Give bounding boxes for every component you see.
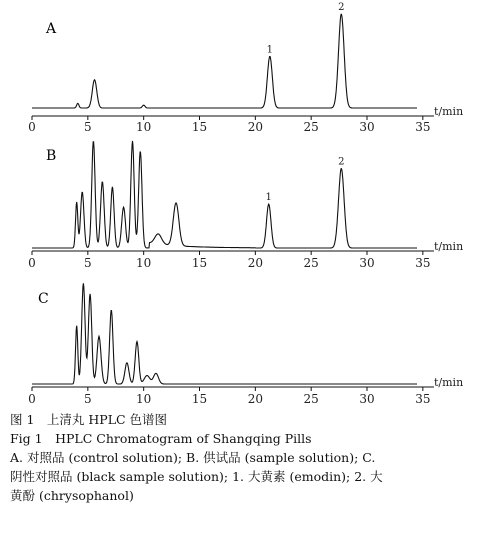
x-tick-label: 10 (136, 256, 152, 270)
panel-b-x-axis-label: t/min (434, 240, 464, 253)
caption-legend-line-3: 黄酚 (chrysophanol) (10, 488, 134, 503)
caption-chinese-title: 图 1 上清丸 HPLC 色谱图 (10, 412, 168, 427)
panel-a-ticks (28, 116, 430, 134)
panel-b-label: B (46, 148, 57, 164)
x-tick-label: 15 (191, 392, 208, 405)
chromatogram-panel-a (28, 2, 463, 134)
panel-a-x-axis-label: t/min (434, 105, 464, 118)
panel-c-trace (32, 283, 417, 384)
figure-caption (10, 410, 480, 505)
peak-label: 2 (338, 2, 345, 13)
panel-a-label: A (46, 21, 57, 37)
peak-label: 1 (265, 192, 272, 204)
x-tick-label: 10 (136, 392, 152, 405)
x-tick-label: 35 (415, 256, 431, 270)
x-tick-label: 30 (359, 256, 375, 270)
x-tick-label: 5 (84, 256, 92, 270)
x-tick-label: 25 (303, 120, 319, 134)
x-tick-label: 0 (28, 256, 36, 270)
x-tick-label: 5 (84, 392, 92, 405)
x-tick-label: 30 (359, 120, 375, 134)
x-tick-label: 25 (303, 392, 319, 405)
x-tick-label: 15 (191, 120, 208, 134)
x-tick-label: 15 (191, 256, 208, 270)
x-tick-label: 5 (84, 120, 92, 134)
x-tick-label: 0 (28, 392, 36, 405)
panel-c-label: C (38, 291, 49, 307)
peak-label: 1 (266, 44, 274, 56)
x-tick-label: 20 (247, 256, 263, 270)
panel-b-peak-labels (266, 156, 345, 203)
panel-b-ticks (28, 251, 430, 270)
x-tick-label: 25 (303, 256, 319, 270)
x-tick-label: 35 (415, 120, 431, 134)
panel-a-peak-labels (267, 2, 345, 55)
panel-a-trace (32, 14, 417, 108)
x-tick-label: 35 (415, 392, 431, 405)
x-tick-label: 0 (28, 120, 36, 134)
caption-legend-line-2: 阴性对照品 (black sample solution); 1. 大黄素 (emodin); 2. 大 (10, 469, 383, 484)
x-tick-label: 20 (247, 120, 263, 134)
x-tick-label: 20 (247, 392, 263, 405)
panel-c-x-axis-label: t/min (434, 376, 464, 389)
caption-legend-line-1: A. 对照品 (control solution); B. 供试品 (sample solution); C. (10, 450, 376, 465)
x-tick-label: 30 (359, 392, 375, 405)
peak-label: 2 (338, 156, 345, 168)
x-tick-label: 10 (136, 120, 152, 134)
chromatogram-panel-b (28, 141, 463, 270)
chromatogram-panel-c (28, 283, 463, 405)
caption-english-title: Fig 1 HPLC Chromatogram of Shangqing Pills (10, 431, 312, 446)
panel-c-ticks (28, 387, 430, 405)
panel-b-trace (32, 141, 417, 248)
